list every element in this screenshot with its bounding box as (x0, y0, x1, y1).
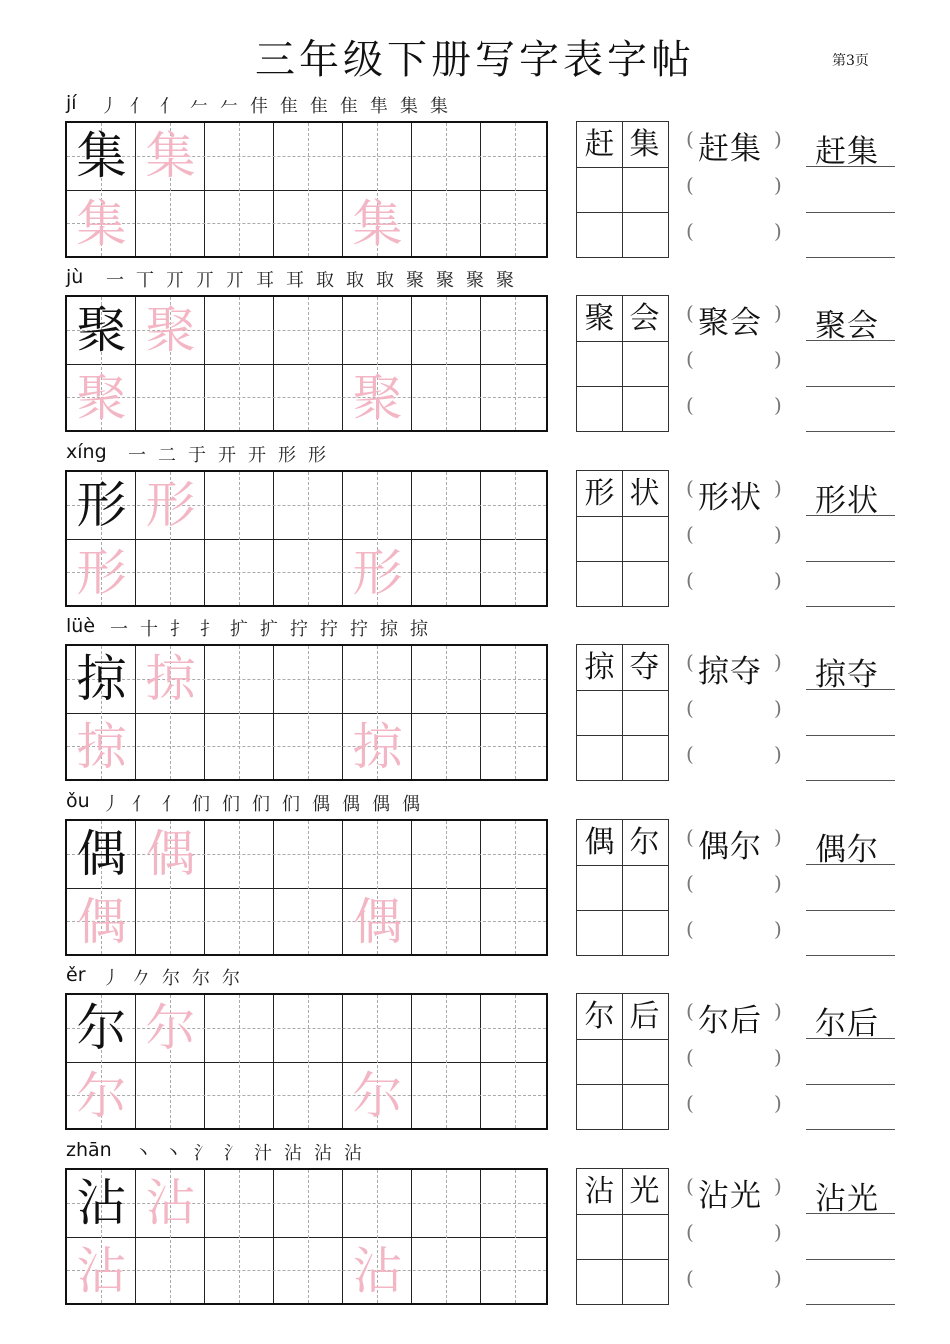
practice-grid[interactable] (65, 993, 548, 1130)
stroke-step: 掠 (380, 619, 398, 640)
parenthesis-practice[interactable] (686, 121, 786, 258)
paren-close: ) (774, 1174, 782, 1198)
word-char: 光 (629, 1174, 660, 1209)
practice-grid[interactable] (65, 819, 548, 956)
writing-line (806, 561, 895, 562)
paren-close: ) (774, 1091, 782, 1115)
paren-close: ) (774, 1220, 782, 1244)
line-word: 偶尔 (815, 832, 879, 868)
trace-char: 聚 (145, 301, 196, 359)
stroke-step: 们 (252, 794, 270, 815)
char-block (0, 964, 950, 1139)
paren-open: ( (686, 219, 694, 243)
stroke-step: 丿 (100, 96, 118, 117)
parenthesis-practice[interactable] (686, 644, 786, 781)
word-grid[interactable] (576, 470, 669, 607)
stroke-step: 偶 (342, 794, 360, 815)
stroke-step: 丌 (196, 270, 214, 291)
paren-close: ) (774, 127, 782, 151)
paren-word: 偶尔 (698, 829, 762, 865)
paren-close: ) (774, 522, 782, 546)
stroke-step: 丌 (166, 270, 184, 291)
stroke-step: 一 (106, 270, 124, 291)
stroke-step: 聚 (496, 270, 514, 291)
writing-line (806, 340, 895, 341)
model-char: 掠 (76, 650, 127, 708)
trace-char: 聚 (76, 369, 127, 427)
model-char: 聚 (76, 301, 127, 359)
paren-open: ( (686, 999, 694, 1023)
writing-line (806, 1213, 895, 1214)
stroke-step: 沾 (344, 1143, 362, 1164)
paren-open: ( (686, 1174, 694, 1198)
page-number: 第3页 (832, 53, 869, 69)
word-char: 后 (629, 999, 660, 1034)
pinyin-label: jí (66, 92, 77, 114)
page-title: 三年级下册写字表字帖 (255, 37, 695, 83)
model-char: 尔 (76, 999, 127, 1057)
trace-char: 掠 (145, 650, 196, 708)
paren-close: ) (774, 1045, 782, 1069)
paren-open: ( (686, 650, 694, 674)
paren-open: ( (686, 568, 694, 592)
stroke-step: 偶 (312, 794, 330, 815)
stroke-step: 耳 (286, 270, 304, 291)
stroke-step: 们 (192, 794, 210, 815)
paren-word: 赶集 (698, 131, 762, 167)
writing-line (806, 780, 895, 781)
paren-word: 形状 (698, 480, 762, 516)
stroke-step: 亻 (132, 794, 150, 815)
paren-word: 聚会 (698, 305, 762, 341)
stroke-step: 亻 (162, 794, 180, 815)
pinyin-label: zhān (66, 1139, 112, 1161)
stroke-step: 扌 (170, 619, 188, 640)
stroke-step: 沾 (284, 1143, 302, 1164)
paren-open: ( (686, 871, 694, 895)
paren-open: ( (686, 127, 694, 151)
char-block (0, 92, 950, 267)
stroke-step: 扩 (260, 619, 278, 640)
char-block (0, 790, 950, 965)
paren-close: ) (774, 650, 782, 674)
paren-close: ) (774, 301, 782, 325)
paren-close: ) (774, 1266, 782, 1290)
trace-char: 偶 (352, 893, 403, 951)
trace-char: 沾 (352, 1242, 403, 1300)
writing-line (806, 515, 895, 516)
char-block (0, 1139, 950, 1314)
stroke-step: 聚 (436, 270, 454, 291)
paren-open: ( (686, 1266, 694, 1290)
word-char: 偶 (584, 825, 615, 860)
writing-line (806, 955, 895, 956)
paren-close: ) (774, 393, 782, 417)
paren-open: ( (686, 1045, 694, 1069)
word-char: 形 (584, 476, 615, 511)
line-word: 掠夺 (815, 657, 879, 693)
model-char: 集 (76, 127, 127, 185)
line-practice[interactable] (806, 470, 896, 607)
parenthesis-practice[interactable] (686, 295, 786, 432)
word-char: 夺 (629, 650, 660, 685)
paren-open: ( (686, 476, 694, 500)
trace-char: 沾 (76, 1242, 127, 1300)
practice-grid[interactable] (65, 295, 548, 432)
word-char: 沾 (584, 1174, 615, 1209)
model-char: 形 (76, 476, 127, 534)
trace-char: 掠 (76, 718, 127, 776)
stroke-step: 一 (110, 619, 128, 640)
stroke-step: 尔 (162, 968, 180, 989)
line-practice[interactable] (806, 121, 896, 258)
writing-line (806, 1129, 895, 1130)
stroke-step: 于 (188, 445, 206, 466)
stroke-step: 们 (282, 794, 300, 815)
word-grid[interactable] (576, 121, 669, 258)
stroke-step: 取 (346, 270, 364, 291)
writing-line (806, 1038, 895, 1039)
paren-close: ) (774, 476, 782, 500)
stroke-step: 取 (316, 270, 334, 291)
stroke-step: 拧 (320, 619, 338, 640)
paren-word: 沾光 (698, 1178, 762, 1214)
line-word: 形状 (815, 483, 879, 519)
trace-char: 沾 (145, 1174, 196, 1232)
stroke-step: 们 (222, 794, 240, 815)
trace-char: 形 (145, 476, 196, 534)
stroke-step: 亻 (130, 96, 148, 117)
pinyin-label: ǒu (66, 790, 90, 812)
paren-open: ( (686, 173, 694, 197)
char-block (0, 615, 950, 790)
word-grid[interactable] (576, 819, 669, 956)
pinyin-label: ěr (66, 964, 86, 986)
trace-char: 尔 (76, 1067, 127, 1125)
stroke-step: 耳 (256, 270, 274, 291)
writing-line (806, 386, 895, 387)
stroke-step: 偶 (402, 794, 420, 815)
line-practice[interactable] (806, 1168, 896, 1305)
stroke-step: 丅 (136, 270, 154, 291)
word-grid[interactable] (576, 993, 669, 1130)
practice-grid[interactable] (65, 1168, 548, 1305)
writing-line (806, 606, 895, 607)
paren-close: ) (774, 696, 782, 720)
paren-open: ( (686, 522, 694, 546)
paren-word: 尔后 (698, 1003, 762, 1039)
paren-close: ) (774, 347, 782, 371)
line-word: 沾光 (815, 1181, 879, 1217)
model-char: 偶 (76, 825, 127, 883)
stroke-step: 亻 (160, 96, 178, 117)
stroke-step: 𠂊 (132, 968, 150, 989)
paren-open: ( (686, 301, 694, 325)
word-char: 集 (629, 127, 660, 162)
stroke-step: 丶 (134, 1143, 152, 1164)
paren-close: ) (774, 568, 782, 592)
pinyin-label: jù (66, 266, 84, 288)
trace-char: 形 (352, 544, 403, 602)
paren-open: ( (686, 742, 694, 766)
trace-char: 掠 (352, 718, 403, 776)
paren-open: ( (686, 696, 694, 720)
stroke-step: 扩 (230, 619, 248, 640)
paren-close: ) (774, 219, 782, 243)
stroke-step: 丿 (102, 968, 120, 989)
paren-close: ) (774, 173, 782, 197)
pinyin-label: lüè (66, 615, 96, 637)
stroke-step: 十 (140, 619, 158, 640)
stroke-step: 丶 (164, 1143, 182, 1164)
paren-close: ) (774, 999, 782, 1023)
writing-line (806, 689, 895, 690)
stroke-step: 偶 (372, 794, 390, 815)
writing-line (806, 431, 895, 432)
stroke-step: 形 (278, 445, 296, 466)
stroke-step: 聚 (466, 270, 484, 291)
parenthesis-practice[interactable] (686, 819, 786, 956)
stroke-step: 尔 (222, 968, 240, 989)
line-word: 尔后 (815, 1006, 879, 1042)
paren-open: ( (686, 347, 694, 371)
paren-open: ( (686, 1220, 694, 1244)
stroke-step: 隹 (280, 96, 298, 117)
parenthesis-practice[interactable] (686, 1168, 786, 1305)
practice-grid[interactable] (65, 121, 548, 258)
word-char: 会 (629, 301, 660, 336)
stroke-step: 形 (308, 445, 326, 466)
word-char: 掠 (584, 650, 615, 685)
line-practice[interactable] (806, 993, 896, 1130)
stroke-step: 二 (158, 445, 176, 466)
trace-char: 集 (145, 127, 196, 185)
char-block (0, 266, 950, 441)
writing-line (806, 864, 895, 865)
paren-word: 掠夺 (698, 654, 762, 690)
paren-open: ( (686, 825, 694, 849)
writing-line (806, 735, 895, 736)
paren-open: ( (686, 917, 694, 941)
trace-char: 集 (352, 195, 403, 253)
stroke-step: 丿 (102, 794, 120, 815)
trace-char: 聚 (352, 369, 403, 427)
writing-line (806, 910, 895, 911)
stroke-step: 仹 (250, 96, 268, 117)
stroke-step: 拧 (350, 619, 368, 640)
stroke-step: 汁 (254, 1143, 272, 1164)
line-practice[interactable] (806, 819, 896, 956)
word-char: 赶 (584, 127, 615, 162)
stroke-step: 隹 (310, 96, 328, 117)
stroke-step: 氵 (194, 1143, 212, 1164)
stroke-step: 𠂉 (220, 96, 238, 117)
word-grid[interactable] (576, 1168, 669, 1305)
word-grid[interactable] (576, 295, 669, 432)
practice-grid[interactable] (65, 470, 548, 607)
paren-open: ( (686, 1091, 694, 1115)
stroke-step: 集 (430, 96, 448, 117)
trace-char: 偶 (76, 893, 127, 951)
paren-close: ) (774, 871, 782, 895)
line-practice[interactable] (806, 644, 896, 781)
char-block (0, 441, 950, 616)
trace-char: 集 (76, 195, 127, 253)
writing-line (806, 1304, 895, 1305)
stroke-step: 一 (128, 445, 146, 466)
word-grid[interactable] (576, 644, 669, 781)
stroke-step: 𠂉 (190, 96, 208, 117)
stroke-step: 隹 (340, 96, 358, 117)
stroke-step: 氵 (224, 1143, 242, 1164)
word-char: 尔 (629, 825, 660, 860)
model-char: 沾 (76, 1174, 127, 1232)
stroke-step: 拧 (290, 619, 308, 640)
word-char: 聚 (584, 301, 615, 336)
stroke-step: 尔 (192, 968, 210, 989)
pinyin-label: xíng (66, 441, 107, 463)
stroke-step: 开 (248, 445, 266, 466)
line-word: 聚会 (815, 308, 879, 344)
stroke-step: 沾 (314, 1143, 332, 1164)
writing-line (806, 257, 895, 258)
stroke-step: 开 (218, 445, 236, 466)
parenthesis-practice[interactable] (686, 470, 786, 607)
paren-close: ) (774, 825, 782, 849)
trace-char: 偶 (145, 825, 196, 883)
paren-close: ) (774, 742, 782, 766)
stroke-step: 集 (400, 96, 418, 117)
trace-char: 形 (76, 544, 127, 602)
word-char: 尔 (584, 999, 615, 1034)
writing-line (806, 212, 895, 213)
writing-line (806, 1084, 895, 1085)
trace-char: 尔 (352, 1067, 403, 1125)
practice-grid[interactable] (65, 644, 548, 781)
stroke-step: 隼 (370, 96, 388, 117)
word-char: 状 (629, 476, 660, 511)
line-practice[interactable] (806, 295, 896, 432)
line-word: 赶集 (815, 134, 879, 170)
paren-open: ( (686, 393, 694, 417)
writing-line (806, 1259, 895, 1260)
writing-line (806, 166, 895, 167)
stroke-step: 取 (376, 270, 394, 291)
stroke-step: 扌 (200, 619, 218, 640)
parenthesis-practice[interactable] (686, 993, 786, 1130)
stroke-step: 掠 (410, 619, 428, 640)
stroke-step: 丌 (226, 270, 244, 291)
paren-close: ) (774, 917, 782, 941)
trace-char: 尔 (145, 999, 196, 1057)
stroke-step: 聚 (406, 270, 424, 291)
